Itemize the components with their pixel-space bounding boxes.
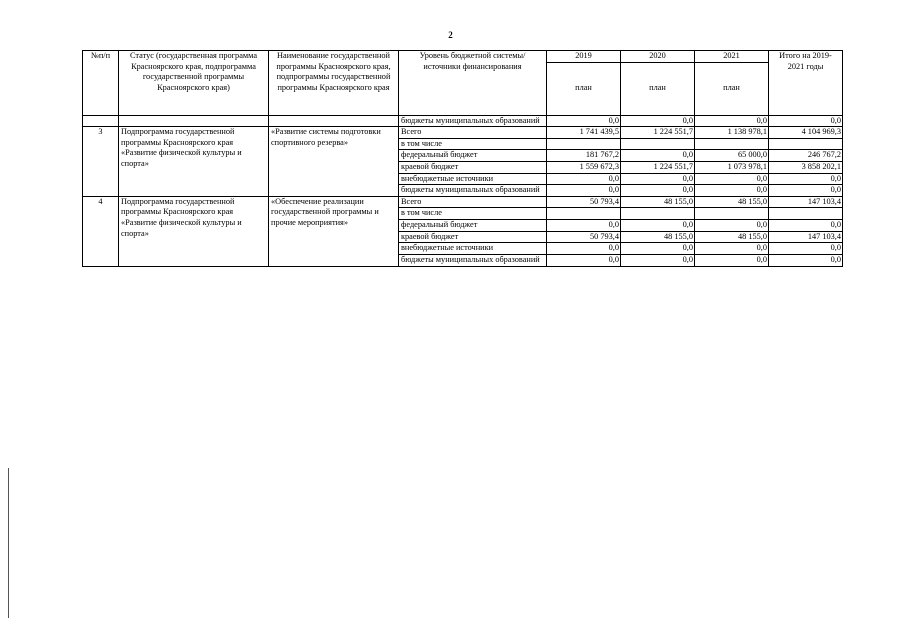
value-cell: 0,0	[547, 115, 621, 127]
value-cell: 65 000,0	[695, 150, 769, 162]
value-cell: 1 224 551,7	[621, 127, 695, 139]
value-cell: 0,0	[547, 254, 621, 266]
total-cell: 246 767,2	[769, 150, 843, 162]
value-cell: 0,0	[695, 115, 769, 127]
financing-table	[82, 50, 843, 267]
header-plan-2019: план	[547, 62, 621, 115]
value-cell: 0,0	[695, 185, 769, 197]
value-cell: 0,0	[621, 254, 695, 266]
program-status: Подпрограмма государственной программы Красноярского края «Развитие физической культуры и спорта»	[119, 127, 269, 197]
source-label: Всего	[399, 127, 547, 139]
value-cell: 0,0	[547, 173, 621, 185]
value-cell	[621, 208, 695, 220]
carryover-num	[83, 115, 119, 127]
carryover-name	[269, 115, 399, 127]
total-cell: 4 104 969,3	[769, 127, 843, 139]
total-cell: 147 103,4	[769, 196, 843, 208]
total-cell: 0,0	[769, 173, 843, 185]
value-cell: 48 155,0	[621, 231, 695, 243]
source-label: краевой бюджет	[399, 231, 547, 243]
value-cell: 1 224 551,7	[621, 162, 695, 174]
header-plan-2021: план	[695, 62, 769, 115]
source-label: внебюджетные источники	[399, 243, 547, 255]
source-label: федеральный бюджет	[399, 220, 547, 232]
value-cell: 1 138 978,1	[695, 127, 769, 139]
header-status: Статус (государственная программа Красноярского края, подпрограмма государственной программы Красноярского края)	[119, 51, 269, 116]
carryover-status	[119, 115, 269, 127]
program-name: «Обеспечение реализации государственной программы и прочие мероприятия»	[269, 196, 399, 266]
table-row	[83, 196, 843, 208]
header-year-2019: 2019	[547, 51, 621, 63]
value-cell: 0,0	[621, 150, 695, 162]
value-cell: 48 155,0	[695, 231, 769, 243]
value-cell: 50 793,4	[547, 196, 621, 208]
source-label: в том числе	[399, 208, 547, 220]
value-cell: 0,0	[547, 185, 621, 197]
total-cell	[769, 208, 843, 220]
total-cell: 0,0	[769, 115, 843, 127]
source-label: Всего	[399, 196, 547, 208]
value-cell	[621, 138, 695, 150]
value-cell: 181 767,2	[547, 150, 621, 162]
header-total: Итого на 2019-2021 годы	[769, 51, 843, 116]
page-number: 2	[448, 30, 453, 40]
value-cell: 48 155,0	[621, 196, 695, 208]
row-number: 4	[83, 196, 119, 266]
value-cell: 1 559 672,3	[547, 162, 621, 174]
total-cell: 0,0	[769, 220, 843, 232]
value-cell: 0,0	[621, 243, 695, 255]
program-name: «Развитие системы подготовки спортивного резерва»	[269, 127, 399, 197]
total-cell: 0,0	[769, 243, 843, 255]
source-label: федеральный бюджет	[399, 150, 547, 162]
value-cell: 1 741 439,5	[547, 127, 621, 139]
header-year-2020: 2020	[621, 51, 695, 63]
value-cell: 0,0	[621, 173, 695, 185]
source-label: бюджеты муниципальных образований	[399, 254, 547, 266]
value-cell: 0,0	[695, 243, 769, 255]
value-cell: 0,0	[621, 185, 695, 197]
source-label: бюджеты муниципальных образований	[399, 185, 547, 197]
header-num: №п/п	[83, 51, 119, 116]
value-cell: 0,0	[695, 254, 769, 266]
value-cell	[695, 208, 769, 220]
value-cell: 0,0	[621, 220, 695, 232]
header-name: Наименование государственной программы Красноярского края, подпрограммы государственной программы Красноярского края	[269, 51, 399, 116]
value-cell: 0,0	[695, 173, 769, 185]
value-cell: 50 793,4	[547, 231, 621, 243]
total-cell	[769, 138, 843, 150]
program-status: Подпрограмма государственной программы Красноярского края «Развитие физической культуры и спорта»	[119, 196, 269, 266]
total-cell: 3 858 202,1	[769, 162, 843, 174]
value-cell	[547, 138, 621, 150]
table-row	[83, 115, 843, 127]
row-number: 3	[83, 127, 119, 197]
value-cell: 48 155,0	[695, 196, 769, 208]
value-cell: 0,0	[695, 220, 769, 232]
source-label: краевой бюджет	[399, 162, 547, 174]
value-cell	[547, 208, 621, 220]
total-cell: 0,0	[769, 254, 843, 266]
table-row	[83, 127, 843, 139]
value-cell	[695, 138, 769, 150]
header-source: Уровень бюджетной системы/ источники финансирования	[399, 51, 547, 116]
value-cell: 0,0	[547, 220, 621, 232]
value-cell: 0,0	[547, 243, 621, 255]
source-label: в том числе	[399, 138, 547, 150]
page-edge-line	[8, 468, 9, 618]
value-cell: 1 073 978,1	[695, 162, 769, 174]
source-label: бюджеты муниципальных образований	[399, 115, 547, 127]
header-plan-2020: план	[621, 62, 695, 115]
source-label: внебюджетные источники	[399, 173, 547, 185]
value-cell: 0,0	[621, 115, 695, 127]
total-cell: 0,0	[769, 185, 843, 197]
header-year-2021: 2021	[695, 51, 769, 63]
total-cell: 147 103,4	[769, 231, 843, 243]
